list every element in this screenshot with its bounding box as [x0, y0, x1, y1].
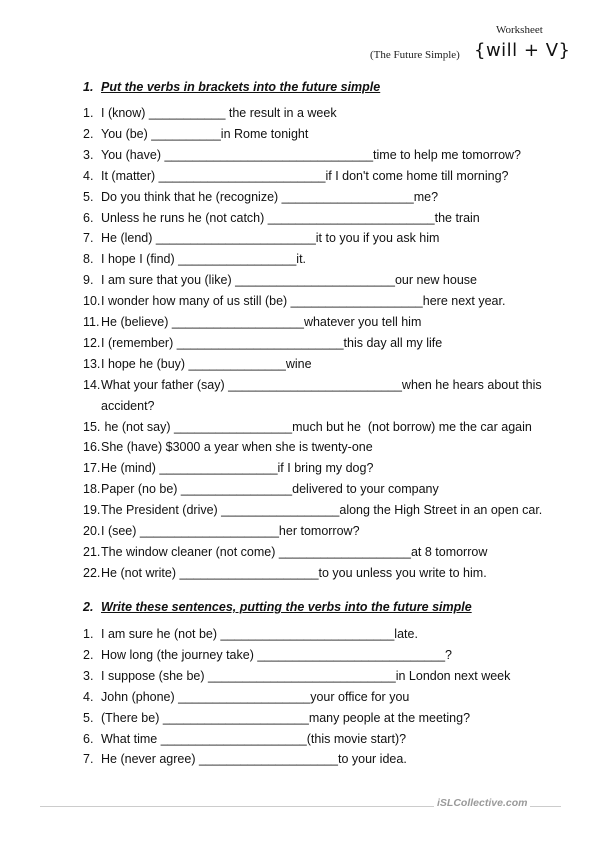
- exercise-text: I suppose (she be) ___________________________in London next week: [101, 668, 511, 683]
- exercise-number: 17.: [83, 461, 101, 476]
- exercise-number: 21.: [83, 544, 101, 559]
- section-1-title: [83, 80, 380, 94]
- exercise-text: I (see) ____________________her tomorrow?: [101, 524, 360, 538]
- section-1-number: 1.: [83, 80, 94, 94]
- section-1-title-text: Put the verbs in brackets into the future simple: [101, 80, 381, 94]
- worksheet-subtitle: (The Future Simple): [370, 49, 460, 61]
- watermark: iSLCollective.com: [434, 797, 530, 809]
- exercise-text: I am sure that you (like) _______________________our new house: [101, 273, 477, 288]
- exercise-text: You (have) ______________________________time to help me tomorrow?: [101, 147, 522, 162]
- exercise-text: What your father (say) _________________________when he hears about this: [101, 377, 542, 392]
- exercise-text: I hope he (buy) ______________wine: [101, 356, 312, 371]
- exercise-text: The window cleaner (not come) ___________________at 8 tomorrow: [101, 544, 488, 559]
- exercise-text: John (phone) ___________________your office for you: [101, 689, 410, 704]
- exercise-number: 6.: [83, 210, 94, 225]
- exercise-text: What time _____________________(this movie start)?: [101, 731, 407, 746]
- exercise-text: I (know) ___________ the result in a week: [101, 106, 337, 120]
- exercise-text: He (not write) ____________________to you unless you write to him.: [101, 565, 487, 580]
- section-2-title-text: Write these sentences, putting the verbs into the future simple: [101, 600, 472, 614]
- exercise-number: 18.: [83, 482, 101, 497]
- exercise-number: 5.: [83, 710, 94, 725]
- exercise-text: I am sure he (not be) _________________________late.: [101, 627, 418, 641]
- exercise-number: 22.: [83, 565, 101, 580]
- exercise-number: 8.: [83, 252, 94, 267]
- exercise-number: 7.: [83, 231, 94, 246]
- exercise-number: 3.: [83, 147, 94, 162]
- exercise-number: 3.: [83, 668, 94, 683]
- exercise-text: Paper (no be) ________________delivered to your company: [101, 482, 439, 497]
- exercise-text: You (be) __________in Rome tonight: [101, 126, 309, 141]
- exercise-text: Unless he runs he (not catch) ________________________the train: [101, 210, 480, 225]
- exercise-number: 2.: [83, 647, 94, 662]
- exercise-number: 7.: [83, 752, 94, 767]
- exercise-number: 1.: [83, 106, 94, 120]
- section-2-title: [83, 600, 472, 614]
- exercise-number: 2.: [83, 126, 94, 141]
- exercise-text: he (not say) _________________much but he (not borrow) me the car again: [101, 419, 532, 434]
- exercise-text: The President (drive) _________________along the High Street in an open car.: [101, 503, 543, 518]
- exercise-text: It (matter) ________________________if I don't come home till morning?: [101, 168, 509, 183]
- worksheet-label: Worksheet: [496, 24, 543, 36]
- section-2-number: 2.: [83, 600, 94, 614]
- formula-label: {will + V}: [474, 40, 571, 61]
- exercise-number: 4.: [83, 168, 94, 183]
- exercise-text: I hope I (find) _________________it.: [101, 252, 307, 267]
- exercise-number: 16.: [83, 440, 101, 455]
- exercise-text: accident?: [101, 398, 155, 413]
- exercise-text: (There be) _____________________many people at the meeting?: [101, 710, 471, 725]
- exercise-number: 14.: [83, 377, 101, 392]
- exercise-number: 10.: [83, 294, 101, 309]
- exercise-number: 20.: [83, 524, 101, 538]
- exercise-text: Do you think that he (recognize) ___________________me?: [101, 189, 439, 204]
- exercise-number: 1.: [83, 627, 94, 641]
- exercise-number: 9.: [83, 273, 94, 288]
- exercise-number: 11.: [83, 315, 100, 329]
- exercise-number: 19.: [83, 503, 101, 518]
- exercise-number: 5.: [83, 189, 94, 204]
- exercise-text: He (never agree) ____________________to your idea.: [101, 752, 407, 767]
- exercise-text: I wonder how many of us still (be) ___________________here next year.: [101, 294, 506, 309]
- exercise-text: He (mind) _________________if I bring my dog?: [101, 461, 374, 476]
- exercise-number: 13.: [83, 356, 101, 371]
- exercise-text: I (remember) ________________________this day all my life: [101, 335, 443, 350]
- exercise-text: How long (the journey take) ___________________________?: [101, 647, 452, 662]
- exercise-number: 6.: [83, 731, 94, 746]
- exercise-text: She (have) $3000 a year when she is twenty-one: [101, 440, 373, 455]
- exercise-number: 4.: [83, 689, 94, 704]
- exercise-number: 12.: [83, 335, 101, 350]
- exercise-text: He (lend) _______________________it to you if you ask him: [101, 231, 440, 246]
- exercise-number: 15.: [83, 419, 101, 434]
- exercise-text: He (believe) ___________________whatever you tell him: [101, 315, 422, 329]
